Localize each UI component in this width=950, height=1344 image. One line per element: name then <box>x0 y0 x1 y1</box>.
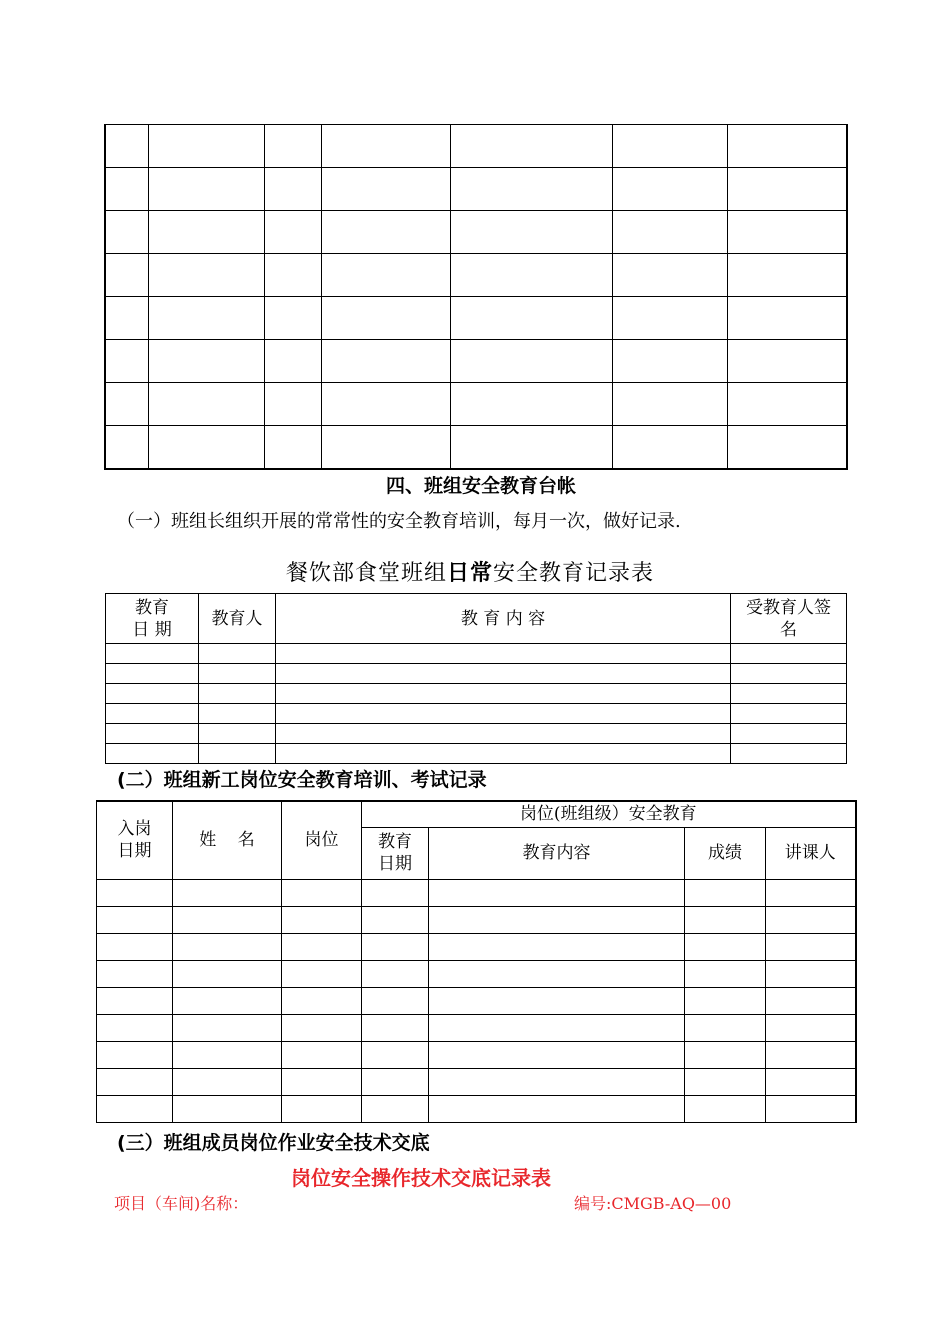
table-cell <box>362 1068 429 1095</box>
table-cell <box>727 168 847 211</box>
table-cell <box>173 1014 282 1041</box>
table-cell <box>727 340 847 383</box>
table-cell <box>97 1041 173 1068</box>
table-cell <box>199 704 276 724</box>
table-cell <box>282 987 362 1014</box>
table-cell <box>264 426 321 469</box>
table-cell <box>731 644 847 664</box>
table-cell <box>105 254 148 297</box>
table-cell <box>148 254 264 297</box>
table-cell <box>276 644 731 664</box>
table-cell <box>282 1068 362 1095</box>
table-cell <box>429 1095 685 1122</box>
table-cell <box>199 684 276 704</box>
document-number: 编号:CMGB-AQ—00 <box>574 1194 732 1213</box>
table-cell <box>199 724 276 744</box>
table-cell <box>282 906 362 933</box>
section-heading: (二）班组新工岗位安全教育培训、考试记录 <box>117 769 487 791</box>
continuation-table <box>104 124 848 470</box>
table-cell <box>199 744 276 764</box>
table-header-row <box>106 594 847 644</box>
table-cell <box>429 906 685 933</box>
table-cell <box>612 426 727 469</box>
table-cell <box>362 906 429 933</box>
header-cell: 姓 名 <box>173 801 282 879</box>
table-cell <box>612 168 727 211</box>
table-cell <box>612 383 727 426</box>
table-row <box>106 744 847 764</box>
table-cell <box>429 960 685 987</box>
table-row <box>106 644 847 664</box>
table-row <box>97 1014 856 1041</box>
table-cell <box>173 987 282 1014</box>
table-cell <box>450 340 612 383</box>
table-cell <box>685 1014 766 1041</box>
header-cell: 教育 日 期 <box>106 594 199 644</box>
table-cell <box>727 254 847 297</box>
table-cell <box>282 960 362 987</box>
table-cell <box>685 906 766 933</box>
table-cell <box>731 744 847 764</box>
table-cell <box>362 933 429 960</box>
table-cell <box>727 426 847 469</box>
table-cell <box>173 933 282 960</box>
table-cell <box>106 664 199 684</box>
table-cell <box>429 987 685 1014</box>
table-cell <box>148 168 264 211</box>
table-cell <box>450 383 612 426</box>
table-cell <box>321 168 450 211</box>
table-row <box>105 125 847 168</box>
table-cell <box>148 297 264 340</box>
header-cell: 教育内容 <box>429 827 685 879</box>
table-cell <box>173 1068 282 1095</box>
table-cell <box>685 987 766 1014</box>
header-cell: 教育人 <box>199 594 276 644</box>
table-cell <box>362 960 429 987</box>
project-name-label: 项目（车间)名称： <box>114 1194 249 1213</box>
header-cell: 教育 日期 <box>362 827 429 879</box>
header-cell: 教 育 内 容 <box>276 594 731 644</box>
table-row <box>97 1068 856 1095</box>
table-cell <box>264 340 321 383</box>
table-row <box>105 383 847 426</box>
table-cell <box>612 125 727 168</box>
table-cell <box>450 426 612 469</box>
table-cell <box>321 297 450 340</box>
table-cell <box>105 125 148 168</box>
table-row <box>97 987 856 1014</box>
table-cell <box>264 211 321 254</box>
table-cell <box>264 168 321 211</box>
table-cell <box>148 340 264 383</box>
table-row <box>106 704 847 724</box>
form-title: 岗位安全操作技术交底记录表 <box>291 1166 551 1190</box>
table-cell <box>106 724 199 744</box>
table-cell <box>766 1068 856 1095</box>
table-cell <box>450 254 612 297</box>
table-title-bold: 日常 <box>447 561 494 586</box>
table-row <box>97 906 856 933</box>
table-cell <box>105 426 148 469</box>
table-cell <box>97 879 173 906</box>
table-cell <box>612 340 727 383</box>
new-worker-training-table <box>96 800 857 1123</box>
table-cell <box>731 664 847 684</box>
table-cell <box>105 211 148 254</box>
table-cell <box>282 879 362 906</box>
table-cell <box>321 340 450 383</box>
table-row <box>105 340 847 383</box>
table-cell <box>97 960 173 987</box>
table-cell <box>685 1095 766 1122</box>
table-row <box>105 168 847 211</box>
table-row <box>97 1041 856 1068</box>
header-cell: 受教育人签 名 <box>731 594 847 644</box>
table-cell <box>685 879 766 906</box>
table-cell <box>105 168 148 211</box>
table-row <box>105 211 847 254</box>
daily-education-table <box>105 593 847 764</box>
table-cell <box>276 684 731 704</box>
table-cell <box>282 1014 362 1041</box>
table-cell <box>727 125 847 168</box>
table-cell <box>105 383 148 426</box>
table-cell <box>282 1095 362 1122</box>
table-cell <box>766 906 856 933</box>
table-cell <box>105 297 148 340</box>
table-cell <box>106 744 199 764</box>
table-cell <box>97 1014 173 1041</box>
table-cell <box>731 704 847 724</box>
table-cell <box>321 211 450 254</box>
table-cell <box>97 987 173 1014</box>
table-cell <box>685 1068 766 1095</box>
table-cell <box>731 724 847 744</box>
table-cell <box>766 1095 856 1122</box>
table-cell <box>685 1041 766 1068</box>
table-cell <box>612 297 727 340</box>
table-cell <box>97 1095 173 1122</box>
table-cell <box>148 125 264 168</box>
table-cell <box>727 383 847 426</box>
table-cell <box>727 297 847 340</box>
section-heading: (三）班组成员岗位作业安全技术交底 <box>117 1132 430 1154</box>
table-cell <box>766 879 856 906</box>
table-row <box>97 933 856 960</box>
table-cell <box>429 933 685 960</box>
table-cell <box>106 684 199 704</box>
table-cell <box>429 1068 685 1095</box>
table-cell <box>264 383 321 426</box>
table-row <box>105 297 847 340</box>
table-cell <box>450 168 612 211</box>
header-cell: 岗位 <box>282 801 362 879</box>
table-row <box>106 664 847 684</box>
table-cell <box>429 1041 685 1068</box>
table-cell <box>685 960 766 987</box>
table-cell <box>727 211 847 254</box>
table-header-row <box>97 801 856 827</box>
table-cell <box>105 340 148 383</box>
table-row <box>105 426 847 469</box>
table-cell <box>362 1014 429 1041</box>
table-cell <box>321 254 450 297</box>
table-cell <box>766 987 856 1014</box>
table-title <box>286 556 654 587</box>
section-intro: （一）班组长组织开展的常常性的安全教育培训，每月一次，做好记录. <box>117 511 681 532</box>
header-cell: 岗位(班组级）安全教育 <box>362 801 856 827</box>
table-cell <box>766 1014 856 1041</box>
table-cell <box>173 906 282 933</box>
table-cell <box>199 664 276 684</box>
table-cell <box>106 644 199 664</box>
table-row <box>97 879 856 906</box>
table-title-part1: 餐饮部食堂班组 <box>286 561 448 586</box>
table-cell <box>612 254 727 297</box>
table-cell <box>148 426 264 469</box>
table-cell <box>429 879 685 906</box>
table-title-part2: 安全教育记录表 <box>493 561 655 586</box>
table-cell <box>450 297 612 340</box>
table-cell <box>199 644 276 664</box>
table-cell <box>173 960 282 987</box>
table-cell <box>731 684 847 704</box>
table-cell <box>264 125 321 168</box>
table-cell <box>173 879 282 906</box>
table-row <box>106 684 847 704</box>
table-cell <box>282 1041 362 1068</box>
table-cell <box>276 744 731 764</box>
table-cell <box>148 383 264 426</box>
table-cell <box>97 906 173 933</box>
table-cell <box>362 1041 429 1068</box>
table-row <box>106 724 847 744</box>
table-cell <box>148 211 264 254</box>
table-cell <box>766 960 856 987</box>
table-row <box>97 1095 856 1122</box>
table-cell <box>173 1095 282 1122</box>
table-cell <box>450 211 612 254</box>
section-heading: 四、班组安全教育台帐 <box>386 475 577 497</box>
table-row <box>105 254 847 297</box>
table-cell <box>766 933 856 960</box>
header-cell: 入岗 日期 <box>97 801 173 879</box>
table-cell <box>173 1041 282 1068</box>
table-row <box>97 960 856 987</box>
table-cell <box>276 724 731 744</box>
table-cell <box>276 664 731 684</box>
table-cell <box>362 1095 429 1122</box>
table-cell <box>264 254 321 297</box>
table-cell <box>106 704 199 724</box>
table-cell <box>321 383 450 426</box>
table-cell <box>685 933 766 960</box>
table-cell <box>450 125 612 168</box>
table-cell <box>97 1068 173 1095</box>
table-cell <box>321 426 450 469</box>
table-cell <box>264 297 321 340</box>
table-cell <box>321 125 450 168</box>
table-cell <box>362 879 429 906</box>
header-cell: 讲课人 <box>766 827 856 879</box>
table-cell <box>97 933 173 960</box>
table-cell <box>429 1014 685 1041</box>
table-cell <box>766 1041 856 1068</box>
table-cell <box>282 933 362 960</box>
header-cell: 成绩 <box>685 827 766 879</box>
table-cell <box>612 211 727 254</box>
table-cell <box>362 987 429 1014</box>
table-cell <box>276 704 731 724</box>
